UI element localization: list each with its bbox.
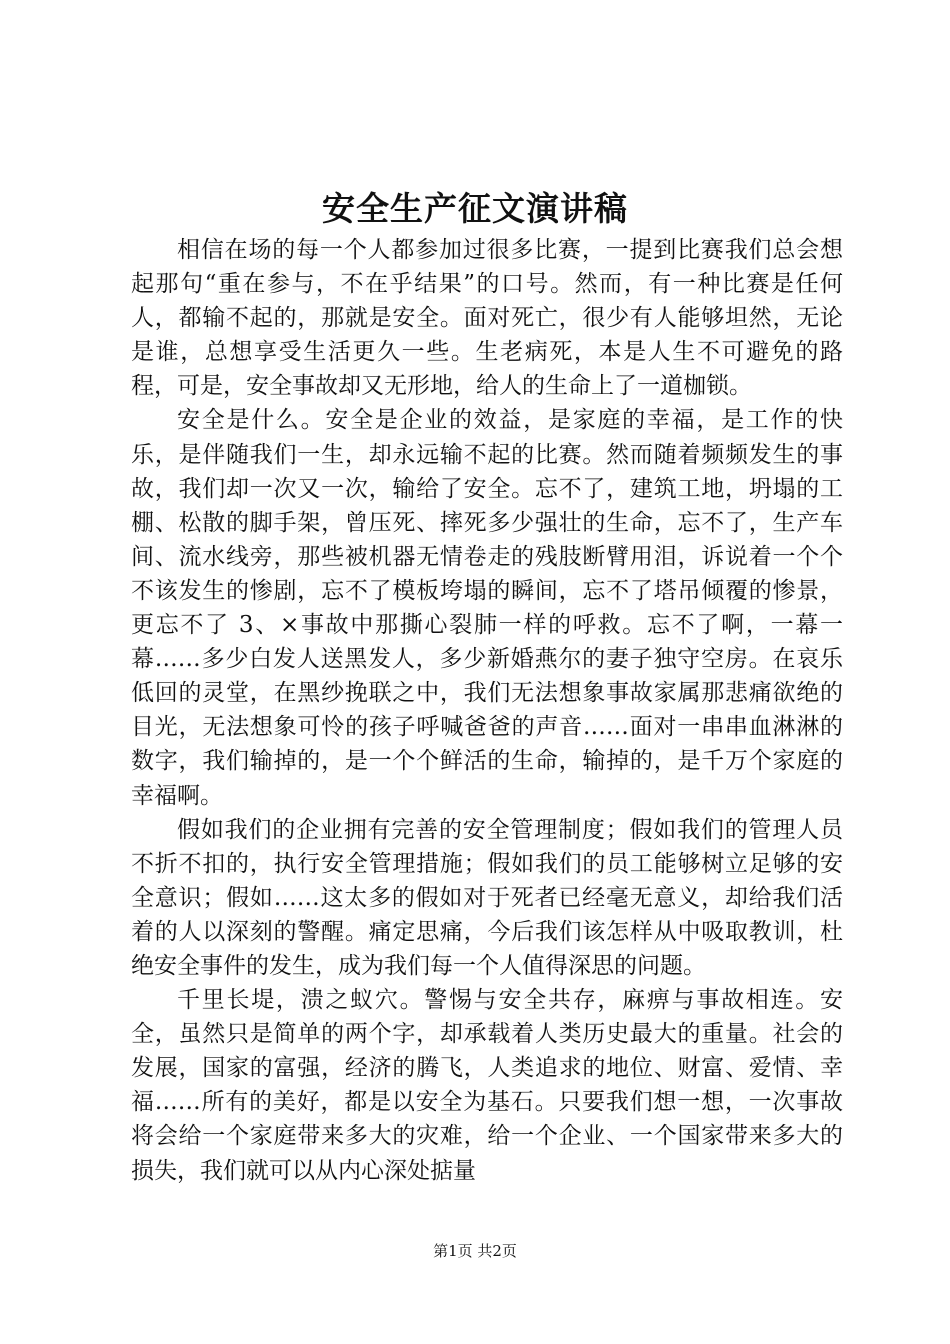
paragraph-3: 假如我们的企业拥有完善的安全管理制度；假如我们的管理人员不折不扣的，执行安全管理措施；假如我们的员工能够树立足够的安全意识；假如……这太多的假如对于死者已经毫无意义，却给我们活着的人以深刻的警醒。痛定思痛，今后我们该怎样从中吸取教训，杜绝安全事件的发生，成为我们每一个人值得深思的问题。: [131, 816, 843, 979]
document-title: 安全生产征文演讲稿: [322, 189, 628, 228]
document-body: [131, 233, 843, 1188]
paragraph-4: 千里长堤，溃之蚁穴。警惕与安全共存，麻痹与事故相连。安全，虽然只是简单的两个字，却承载着人类历史最大的重量。社会的发展，国家的富强，经济的腾飞，人类追求的地位、财富、爱情、幸福……所有的美好，都是以安全为基石。只要我们想一想，一次事故将会给一个家庭带来多大的灾难，给一个企业、一个国家带来多大的损失，我们就可以从内心深处掂量: [131, 987, 843, 1184]
page-footer: 第1页 共2页: [433, 1242, 517, 1260]
paragraph-2: 安全是什么。安全是企业的效益，是家庭的幸福，是工作的快乐，是伴随我们一生，却永远输不起的比赛。然而随着频频发生的事故，我们却一次又一次，输给了安全。忘不了，建筑工地，坍塌的工棚、松散的脚手架，曾压死、摔死多少强壮的生命，忘不了，生产车间、流水线旁，那些被机器无情卷走的残肢断臂用泪，诉说着一个个不该发生的惨剧，忘不了模板垮塌的瞬间，忘不了塔吊倾覆的惨景，更忘不了 3、×事故中那撕心裂肺一样的呼救。忘不了啊，一幕一幕……多少白发人送黑发人，多少新婚燕尔的妻子独守空房。在哀乐低回的灵堂，在黑纱挽联之中，我们无法想象事故家属那悲痛欲绝的目光，无法想象可怜的孩子呼喊爸爸的声音……面对一串串血淋淋的数字，我们输掉的，是一个个鲜活的生命，输掉的，是千万个家庭的幸福啊。: [131, 407, 843, 809]
paragraph-1: 相信在场的每一个人都参加过很多比赛，一提到比赛我们总会想起那句“重在参与，不在乎结果”的口号。然而，有一种比赛是任何人，都输不起的，那就是安全。面对死亡，很少有人能够坦然，无论是谁，总想享受生活更久一些。生老病死，本是人生不可避免的路程，可是，安全事故却又无形地，给人的生命上了一道枷锁。: [131, 237, 843, 400]
